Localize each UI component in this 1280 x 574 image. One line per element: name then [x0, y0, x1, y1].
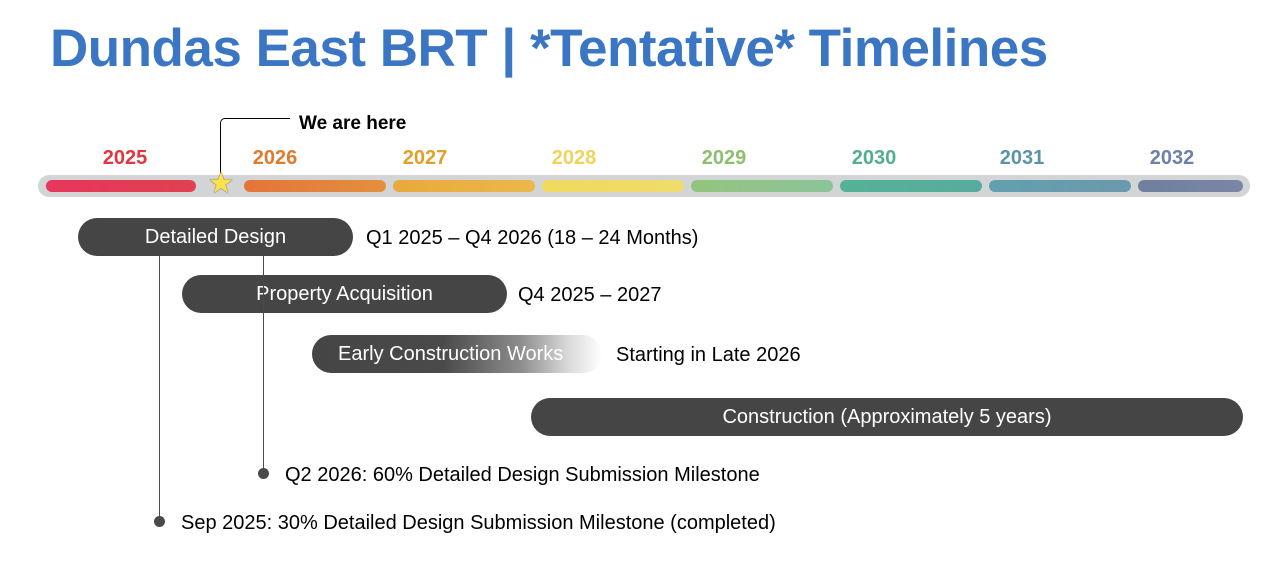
year-label-2027: 2027	[402, 147, 448, 169]
milestone-dot-1	[258, 468, 269, 479]
we-are-here-label: We are here	[299, 113, 407, 134]
phase-note-property-acquisition: Q4 2025 – 2027	[518, 284, 662, 306]
milestone-leader-2	[159, 256, 160, 521]
phase-note-early-construction-works: Starting in Late 2026	[616, 344, 801, 366]
year-label-2025: 2025	[102, 147, 148, 169]
year-label-2032: 2032	[1149, 147, 1195, 169]
year-label-2030: 2030	[851, 147, 897, 169]
year-label-2029: 2029	[701, 147, 747, 169]
phase-note-detailed-design: Q1 2025 – Q4 2026 (18 – 24 Months)	[366, 227, 699, 249]
year-label-2028: 2028	[551, 147, 597, 169]
year-label-2026: 2026	[252, 147, 298, 169]
phase-label-early-construction-works: Early Construction Works	[338, 342, 564, 365]
year-label-2031: 2031	[999, 147, 1045, 169]
page-title: Dundas East BRT | *Tentative* Timelines	[50, 19, 1048, 78]
phase-bar-detailed-design[interactable]	[78, 218, 353, 256]
milestone-leader-1	[263, 256, 264, 472]
phase-bar-property-acquisition[interactable]	[182, 275, 507, 313]
milestone-label-2: Sep 2025: 30% Detailed Design Submission Milestone (completed)	[181, 512, 776, 534]
timeline-segment-2032	[1138, 180, 1243, 192]
milestone-dot-2	[154, 516, 165, 527]
timeline-segment-2026	[244, 180, 386, 192]
star-icon: ★	[207, 167, 235, 200]
timeline-segment-2031	[989, 180, 1131, 192]
phase-bar-construction[interactable]	[531, 398, 1243, 436]
phase-bar-early-construction-works[interactable]	[312, 335, 602, 373]
phase-label-property-acquisition: Property Acquisition	[256, 282, 433, 305]
milestone-label-1: Q2 2026: 60% Detailed Design Submission Milestone	[285, 464, 760, 486]
timeline-segment-2030	[840, 180, 982, 192]
phase-label-construction: Construction (Approximately 5 years)	[722, 405, 1052, 428]
timeline-segment-2027	[393, 180, 535, 192]
timeline-segment-2025	[46, 180, 196, 192]
timeline-segment-2029	[691, 180, 833, 192]
timeline-segment-2028	[542, 180, 684, 192]
phase-label-detailed-design: Detailed Design	[144, 225, 287, 248]
